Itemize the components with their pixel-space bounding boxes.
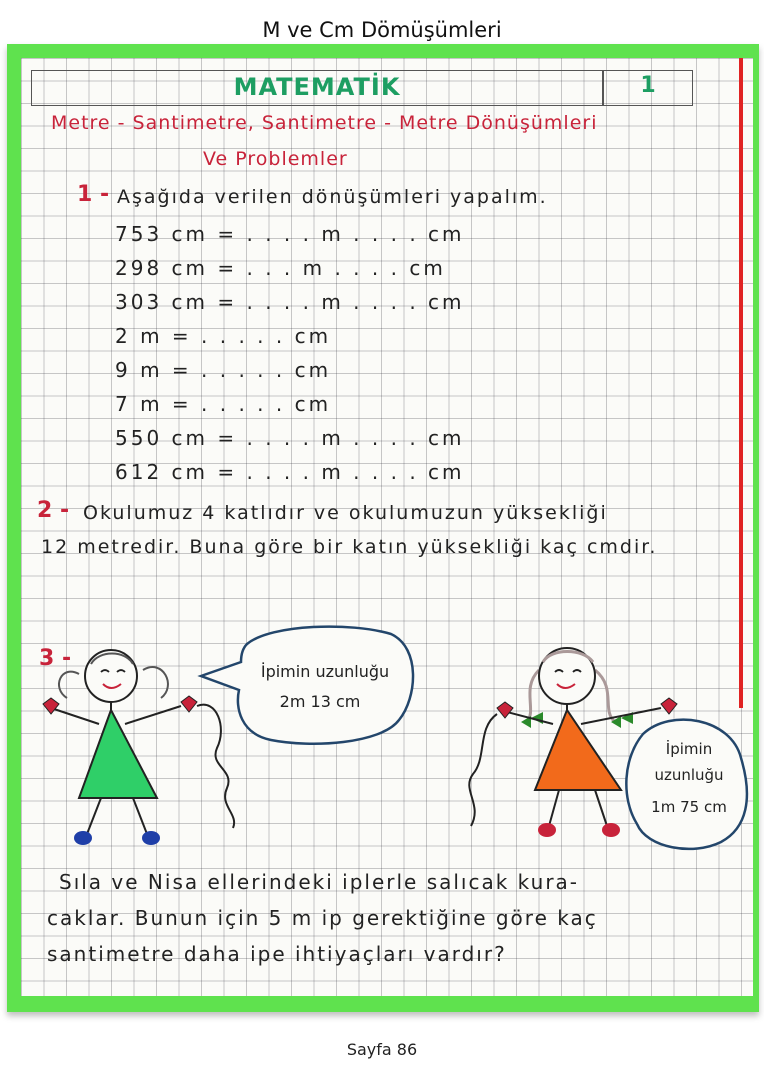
q2-line-2: 12 metredir. Buna göre bir katın yüksekliği kaç cmdir.: [41, 536, 658, 558]
bubble-right-line-2: uzunluğu: [654, 766, 724, 784]
conversion-item: 753 cm = . . . . m . . . . cm: [115, 222, 465, 246]
page-footer: Sayfa 86: [346, 1040, 418, 1059]
q3-text-line-1: Sıla ve Nisa ellerindeki iplerle salıcak kura-: [59, 870, 580, 894]
conversion-item: 9 m = . . . . . cm: [115, 358, 332, 382]
girl-left-figure: [43, 650, 234, 845]
q3-text-line-2: caklar. Bunun için 5 m ip gerektiğine göre kaç: [47, 906, 598, 930]
conversion-item: 298 cm = . . . m . . . . cm: [115, 256, 446, 280]
bubble-left-line-1: İpimin uzunluğu: [260, 662, 390, 681]
q1-prompt: Aşağıda verilen dönüşümleri yapalım.: [117, 186, 548, 208]
speech-bubble-left: [201, 627, 413, 744]
conversion-item: 550 cm = . . . . m . . . . cm: [115, 426, 465, 450]
bubble-left-line-2: 2m 13 cm: [279, 692, 361, 711]
illustration: [21, 58, 753, 996]
conversion-item: 2 m = . . . . . cm: [115, 324, 332, 348]
q2-number: 2 -: [37, 498, 70, 523]
conversion-item: 612 cm = . . . . m . . . . cm: [115, 460, 465, 484]
topic-line-2: Ve Problemler: [203, 148, 348, 170]
bubble-right-line-1: İpimin: [665, 740, 713, 758]
q3-text-line-3: santimetre daha ipe ihtiyaçları vardır?: [47, 942, 507, 966]
page-title: M ve Cm Dömüşümleri: [262, 18, 502, 42]
notebook-page-number: 1: [640, 73, 656, 98]
bubble-right-line-3: 1m 75 cm: [651, 798, 727, 816]
q3-number: 3 -: [39, 646, 72, 671]
topic-line-1: Metre - Santimetre, Santimetre - Metre Dönüşümleri: [51, 112, 598, 134]
speech-bubble-right: [626, 720, 747, 849]
q1-number: 1 -: [77, 182, 110, 207]
subject-title: MATEMATİK: [233, 73, 401, 101]
conversion-item: 303 cm = . . . . m . . . . cm: [115, 290, 465, 314]
q2-line-1: Okulumuz 4 katlıdır ve okulumuzun yüksekliği: [83, 502, 608, 524]
notebook-page: [21, 58, 753, 996]
conversion-item: 7 m = . . . . . cm: [115, 392, 332, 416]
green-frame: [7, 44, 759, 1012]
